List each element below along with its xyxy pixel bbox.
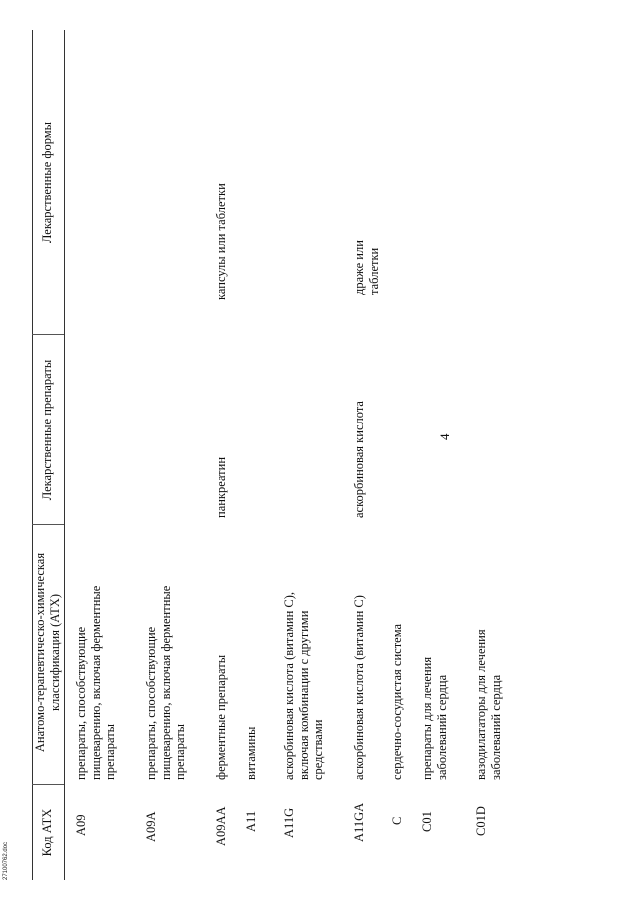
page-number: 4 [437, 433, 452, 440]
row-7-code: C [390, 816, 404, 825]
document-filename: 27100762.doc [3, 841, 9, 880]
row-1-atc: препараты, способствующие пищеварению, включая ферментные препараты [74, 585, 117, 780]
row-6-form: драже или таблетки [352, 240, 381, 295]
row-1-code: A09 [74, 814, 88, 836]
row-6-drug: аскорбиновая кислота [352, 401, 366, 518]
row-3-drug: панкреатин [214, 456, 228, 518]
row-6-code: A11GA [352, 802, 366, 842]
row-9-atc: вазодилататоры для лечения заболеваний сердца [474, 629, 503, 780]
row-4-atc: витамины [244, 726, 258, 780]
row-3-code: A09AA [214, 806, 228, 846]
drug-classification-table [32, 30, 632, 880]
row-5-code: A11G [282, 807, 296, 838]
row-3-form: капсулы или таблетки [214, 183, 228, 300]
row-6-atc: аскорбиновая кислота (витамин С) [352, 595, 366, 780]
header-atc: Анатомо-терапевтическо-химическая классификация (АТХ) [33, 552, 62, 753]
row-9-code: C01D [474, 806, 488, 836]
header-drugs: Лекарственные препараты [40, 359, 54, 501]
row-7-atc: сердечно-сосудистая система [390, 623, 404, 780]
row-2-code: A09A [144, 811, 158, 842]
header-forms: Лекарственные формы [40, 121, 54, 244]
row-3-atc: ферментные препараты [214, 654, 228, 780]
row-8-code: C01 [420, 811, 434, 832]
header-bottom-rule [64, 30, 65, 880]
row-8-atc: препараты для лечения заболеваний сердца [420, 656, 449, 780]
row-4-code: A11 [244, 810, 258, 832]
row-5-atc: аскорбиновая кислота (витамин С), включая комбинации с другими средствами [282, 591, 325, 780]
header-code: Код АТХ [40, 808, 54, 857]
row-2-atc: препараты, способствующие пищеварению, включая ферментные препараты [144, 585, 187, 780]
